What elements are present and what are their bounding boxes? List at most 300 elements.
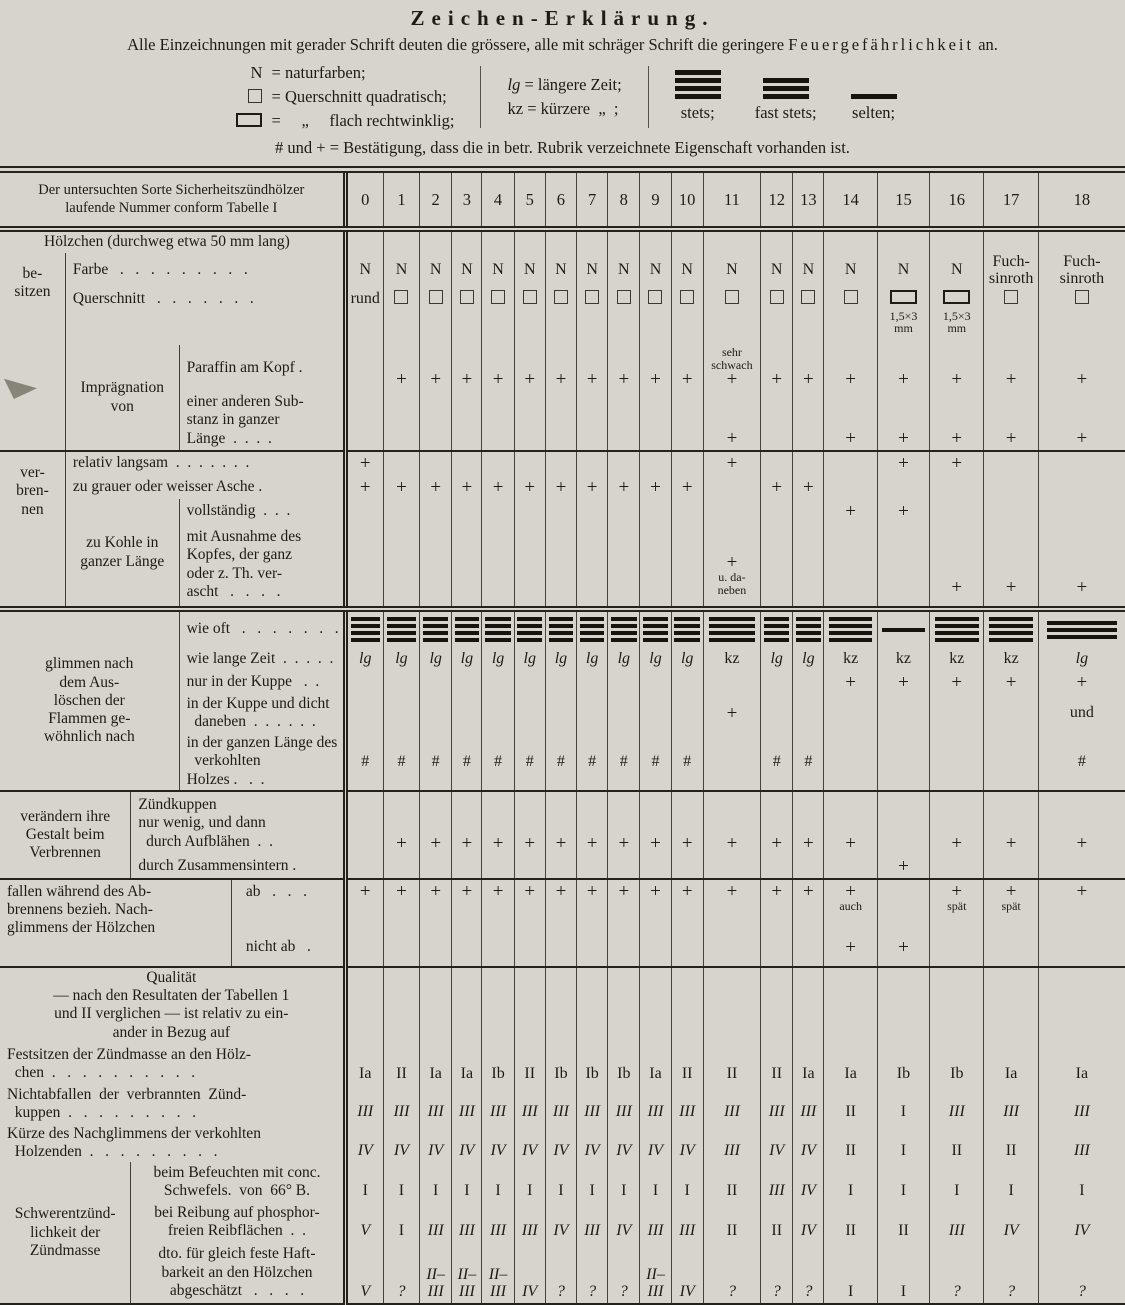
table-cell-col4: I — [482, 1162, 514, 1202]
square-cross-section-icon — [429, 290, 443, 304]
table-cell-col6 — [545, 287, 576, 345]
frequency-bars-icon — [482, 614, 513, 645]
table-cell-col13 — [793, 451, 824, 475]
table-cell-col11: + — [703, 693, 760, 733]
table-cell-col18 — [1038, 287, 1125, 345]
table-cell-col4 — [482, 855, 514, 879]
table-cell-col3 — [452, 451, 482, 475]
table-cell-col2: N — [420, 253, 452, 288]
square-cross-section-icon — [770, 290, 784, 304]
table-cell-col12: N — [761, 253, 793, 288]
table-cell-col1: + — [383, 475, 419, 499]
table-cell-col13: + — [793, 345, 824, 391]
table-cell-col12 — [761, 523, 793, 609]
table-cell-col0 — [345, 609, 383, 647]
table-cell-col6: 6 — [545, 169, 576, 229]
table-cell-col13: + — [793, 475, 824, 499]
table-cell-col3: # — [452, 733, 482, 791]
table-cell-col13 — [793, 855, 824, 879]
table-cell-col11 — [703, 229, 760, 252]
table-cell-col7: Ib — [577, 1043, 608, 1085]
table-cell-col9: + — [640, 879, 671, 929]
table-cell-col11 — [703, 609, 760, 647]
table-cell-col9 — [640, 499, 671, 523]
frequency-bars-icon — [930, 614, 983, 645]
table-cell-col7: lg — [577, 647, 608, 671]
table-cell-col17: Fuch- sinroth — [984, 253, 1038, 288]
table-cell-col14 — [824, 451, 877, 475]
table-cell-col5: + — [514, 475, 545, 499]
square-cross-section-icon — [248, 89, 262, 103]
table-cell-col10 — [671, 451, 703, 475]
table-cell-col0: rund — [345, 287, 383, 345]
table-cell-col6 — [545, 391, 576, 451]
table-cell-col16: + — [930, 791, 984, 855]
table-cell-col17 — [984, 475, 1038, 499]
table-cell-col7 — [577, 929, 608, 967]
frequency-bars-icon — [984, 614, 1037, 645]
table-cell-col8: N — [608, 253, 640, 288]
table-cell-col1: III — [383, 1085, 419, 1124]
table-cell-col7 — [577, 609, 608, 647]
table-cell-col16: + spät — [930, 879, 984, 929]
table-cell-col14: + — [824, 345, 877, 391]
table-cell-col5 — [514, 929, 545, 967]
table-cell-col17: III — [984, 1085, 1038, 1124]
table-cell-col13 — [793, 499, 824, 523]
row-label: dto. für gleich feste Haft- barkeit an den Hölzchen abgeschätzt . . . . — [131, 1242, 345, 1304]
frequency-bars-icon — [793, 614, 823, 645]
table-cell-col13 — [793, 967, 824, 1043]
table-cell-col10: + — [671, 345, 703, 391]
table-cell-col5 — [514, 855, 545, 879]
frequency-bars-icon — [640, 614, 670, 645]
table-cell-col7: I — [577, 1162, 608, 1202]
table-cell-col2: + — [420, 879, 452, 929]
table-cell-col4 — [482, 391, 514, 451]
table-cell-col11: II — [703, 1162, 760, 1202]
row-label: nicht ab . — [231, 929, 345, 967]
table-cell-col12: ? — [761, 1242, 793, 1304]
table-cell-col6 — [545, 499, 576, 523]
table-cell-col5: 5 — [514, 169, 545, 229]
table-cell-col18: III — [1038, 1124, 1125, 1163]
table-cell-col13: + — [793, 791, 824, 855]
table-cell-col17 — [984, 693, 1038, 733]
frequency-bars-icon — [420, 614, 451, 645]
table-cell-col15 — [877, 229, 929, 252]
table-cell-col11: III — [703, 1085, 760, 1124]
table-cell-col7: 7 — [577, 169, 608, 229]
square-cross-section-icon — [680, 290, 694, 304]
table-cell-col18: + — [1038, 391, 1125, 451]
row-label: Paraffin am Kopf . — [179, 345, 345, 391]
row-label: Der untersuchten Sorte Sicherheitszündhölzer laufende Nummer conform Tabelle I — [38, 182, 305, 216]
table-cell-col6: N — [545, 253, 576, 288]
table-cell-col16: + — [930, 523, 984, 609]
table-cell-col12 — [761, 609, 793, 647]
table-cell-col5: lg — [514, 647, 545, 671]
table-cell-col17: 17 — [984, 169, 1038, 229]
table-cell-col15: I — [877, 1162, 929, 1202]
table-cell-col15: II — [877, 1202, 929, 1242]
table-cell-col18: + — [1038, 523, 1125, 609]
table-cell-col6: lg — [545, 647, 576, 671]
table-cell-col3: II– III — [452, 1242, 482, 1304]
table-cell-col10 — [671, 967, 703, 1043]
table-cell-col1: N — [383, 253, 419, 288]
table-cell-col17 — [984, 855, 1038, 879]
table-cell-col0: N — [345, 253, 383, 288]
table-cell-col14 — [824, 733, 877, 791]
table-cell-col8: + — [608, 879, 640, 929]
table-cell-col12: 12 — [761, 169, 793, 229]
row-label: verändern ihre Gestalt beim Verbrennen — [0, 791, 131, 879]
legend-frequency-list — [675, 69, 897, 125]
table-cell-col13 — [793, 391, 824, 451]
table-cell-col18: IV — [1038, 1202, 1125, 1242]
table-cell-col10: lg — [671, 647, 703, 671]
table-cell-col4: III — [482, 1202, 514, 1242]
table-cell-col18 — [1038, 475, 1125, 499]
table-cell-col14 — [824, 609, 877, 647]
table-cell-col9: + — [640, 791, 671, 855]
table-cell-col0 — [345, 229, 383, 252]
table-cell-col0: V — [345, 1242, 383, 1304]
table-cell-col6 — [545, 671, 576, 693]
table-cell-col14: kz — [824, 647, 877, 671]
table-cell-col0 — [345, 345, 383, 391]
table-cell-col14 — [824, 855, 877, 879]
table-cell-col16 — [930, 855, 984, 879]
table-cell-col9: III — [640, 1202, 671, 1242]
table-cell-col0: + — [345, 475, 383, 499]
table-cell-col6: III — [545, 1085, 576, 1124]
table-cell-col8 — [608, 967, 640, 1043]
table-cell-col8 — [608, 609, 640, 647]
table-cell-col14 — [824, 523, 877, 609]
table-cell-col10 — [671, 671, 703, 693]
square-cross-section-icon — [585, 290, 599, 304]
frequency-bars-icon — [608, 614, 639, 645]
table-cell-col0 — [345, 523, 383, 609]
table-cell-col1 — [383, 391, 419, 451]
table-cell-col2 — [420, 609, 452, 647]
legend-item: N = naturfarben; — [250, 63, 366, 82]
table-cell-col6: Ib — [545, 1043, 576, 1085]
table-cell-col12 — [761, 229, 793, 252]
table-cell-col12: IV — [761, 1124, 793, 1163]
table-cell-col18 — [1038, 229, 1125, 252]
table-cell-col4 — [482, 229, 514, 252]
table-cell-col13 — [793, 229, 824, 252]
table-cell-col0 — [345, 929, 383, 967]
table-cell-col17: + — [984, 671, 1038, 693]
table-cell-col17: + spät — [984, 879, 1038, 929]
table-cell-col2 — [420, 229, 452, 252]
table-cell-col11: sehr schwach + — [703, 345, 760, 391]
table-cell-col18 — [1038, 609, 1125, 647]
table-cell-col16: kz — [930, 647, 984, 671]
row-label: Kürze des Nachglimmens der verkohlten Holzenden . . . . . . . . . — [7, 1124, 261, 1160]
row-label: ab . . . — [231, 879, 345, 929]
table-cell-col0 — [345, 693, 383, 733]
legend-frequency-label: stets; — [680, 102, 715, 122]
table-cell-col17 — [984, 499, 1038, 523]
table-cell-col2 — [420, 391, 452, 451]
table-cell-col5 — [514, 609, 545, 647]
frequency-bars-icon — [452, 614, 481, 645]
table-cell-col3 — [452, 929, 482, 967]
table-cell-col1: # — [383, 733, 419, 791]
table-cell-col16: 16 — [930, 169, 984, 229]
table-cell-col1: ? — [383, 1242, 419, 1304]
table-cell-col9 — [640, 671, 671, 693]
table-cell-col0: III — [345, 1085, 383, 1124]
table-cell-col14: + — [824, 671, 877, 693]
table-cell-col13: III — [793, 1085, 824, 1124]
table-cell-col4: 4 — [482, 169, 514, 229]
table-cell-col11 — [703, 733, 760, 791]
legend-frequency-label: fast stets; — [754, 102, 817, 122]
table-cell-col15 — [877, 475, 929, 499]
table-cell-col17: II — [984, 1124, 1038, 1163]
table-cell-col8: lg — [608, 647, 640, 671]
table-cell-col2: Ia — [420, 1043, 452, 1085]
table-cell-col12: + — [761, 475, 793, 499]
square-cross-section-icon — [554, 290, 568, 304]
table-cell-col6 — [545, 451, 576, 475]
table-cell-col3 — [452, 229, 482, 252]
table-cell-col18 — [1038, 451, 1125, 475]
row-label: wie lange Zeit . . . . . — [179, 647, 345, 671]
table-cell-col5: III — [514, 1085, 545, 1124]
table-cell-col12: II — [761, 1043, 793, 1085]
square-cross-section-icon — [523, 290, 537, 304]
table-cell-col5: + — [514, 791, 545, 855]
table-cell-col7 — [577, 693, 608, 733]
legend-item: kz = kürzere „ ; — [507, 98, 619, 118]
table-cell-col9: IV — [640, 1124, 671, 1163]
table-cell-col14: + — [824, 791, 877, 855]
table-cell-col16 — [930, 475, 984, 499]
table-cell-col15: I — [877, 1124, 929, 1163]
legend-item: = Querschnitt quadratisch; — [228, 85, 454, 109]
table-cell-col16 — [930, 229, 984, 252]
table-cell-col0: IV — [345, 1124, 383, 1163]
table-cell-col1: + — [383, 879, 419, 929]
table-cell-col12 — [761, 855, 793, 879]
table-cell-col13 — [793, 929, 824, 967]
table-cell-col0: V — [345, 1202, 383, 1242]
table-cell-col2: # — [420, 733, 452, 791]
table-cell-col4 — [482, 671, 514, 693]
table-cell-col10 — [671, 499, 703, 523]
table-cell-col16: + — [930, 391, 984, 451]
table-cell-col9: N — [640, 253, 671, 288]
table-cell-col14 — [824, 229, 877, 252]
main-table — [0, 166, 1125, 1305]
row-label: Nichtabfallen der verbrannten Zünd- kuppen . . . . . . . . . — [7, 1086, 247, 1122]
legend-item — [675, 69, 721, 125]
table-cell-col16: + — [930, 345, 984, 391]
frequency-bars-icon — [824, 614, 876, 645]
table-cell-col10: III — [671, 1085, 703, 1124]
table-cell-col8 — [608, 499, 640, 523]
table-cell-col5 — [514, 523, 545, 609]
table-cell-col2: 2 — [420, 169, 452, 229]
frequency-bars-icon — [384, 614, 419, 645]
table-cell-col7: III — [577, 1202, 608, 1242]
table-cell-col6: + — [545, 345, 576, 391]
table-cell-col7: + — [577, 345, 608, 391]
table-cell-col0 — [345, 671, 383, 693]
table-cell-col2 — [420, 499, 452, 523]
row-label: Schwerentzünd- lichkeit der Zündmasse — [14, 1205, 116, 1259]
table-cell-col6 — [545, 929, 576, 967]
table-cell-col17: kz — [984, 647, 1038, 671]
table-cell-col3 — [452, 609, 482, 647]
legend — [0, 0, 1125, 158]
table-cell-col0: # — [345, 733, 383, 791]
table-cell-col17 — [984, 929, 1038, 967]
row-label: fallen während des Ab- brennens bezieh. Nach- glimmens der Hölzchen — [0, 879, 231, 967]
flat-rect-cross-section-icon — [236, 113, 262, 127]
table-cell-col17: ? — [984, 1242, 1038, 1304]
table-cell-col9: I — [640, 1162, 671, 1202]
table-cell-col15 — [877, 523, 929, 609]
table-cell-col2 — [420, 855, 452, 879]
flat-rect-cross-section-icon — [943, 290, 970, 304]
frequency-bars-icon — [878, 625, 929, 635]
table-cell-col8: + — [608, 345, 640, 391]
table-cell-col2 — [420, 671, 452, 693]
table-cell-col17 — [984, 609, 1038, 647]
row-label: vollständig . . . — [179, 499, 345, 523]
table-cell-col12: # — [761, 733, 793, 791]
table-cell-col8: # — [608, 733, 640, 791]
table-cell-col9: Ia — [640, 1043, 671, 1085]
table-cell-col18: + — [1038, 345, 1125, 391]
table-cell-col14: + — [824, 391, 877, 451]
table-cell-col7: + — [577, 791, 608, 855]
table-cell-col14: + — [824, 499, 877, 523]
table-cell-col2: III — [420, 1202, 452, 1242]
row-label: beim Befeuchten mit conc. Schwefels. von 66° B. — [131, 1162, 345, 1202]
table-cell-col12: III — [761, 1085, 793, 1124]
table-cell-col11: + u. da- neben — [703, 523, 760, 609]
table-cell-col9 — [640, 967, 671, 1043]
table-cell-col1: II — [383, 1043, 419, 1085]
table-cell-col3: Ia — [452, 1043, 482, 1085]
table-cell-col13: N — [793, 253, 824, 288]
table-cell-col15 — [877, 967, 929, 1043]
table-cell-col8 — [608, 451, 640, 475]
table-cell-col1 — [383, 451, 419, 475]
row-label: ver- bren- nen — [0, 451, 65, 609]
table-cell-col13: IV — [793, 1124, 824, 1163]
table-cell-col2: III — [420, 1085, 452, 1124]
table-cell-col10 — [671, 929, 703, 967]
table-cell-col2 — [420, 287, 452, 345]
table-cell-col3: I — [452, 1162, 482, 1202]
table-cell-col11: + — [703, 391, 760, 451]
table-cell-col14: 14 — [824, 169, 877, 229]
table-cell-col1 — [383, 609, 419, 647]
table-cell-col1 — [383, 929, 419, 967]
table-cell-col18: + — [1038, 879, 1125, 929]
legend-frequency-label: selten; — [852, 102, 896, 122]
table-cell-col15: Ib — [877, 1043, 929, 1085]
table-cell-col15: + — [877, 391, 929, 451]
table-cell-col8: ? — [608, 1242, 640, 1304]
table-cell-col16: + — [930, 671, 984, 693]
frequency-bars-icon — [704, 614, 760, 645]
table-cell-col17: + — [984, 791, 1038, 855]
table-cell-col12 — [761, 967, 793, 1043]
table-cell-col7 — [577, 523, 608, 609]
table-cell-col7: IV — [577, 1124, 608, 1163]
table-cell-col18: + — [1038, 791, 1125, 855]
table-cell-col3: III — [452, 1202, 482, 1242]
table-cell-col9: + — [640, 345, 671, 391]
table-cell-col4: Ib — [482, 1043, 514, 1085]
table-cell-col0 — [345, 391, 383, 451]
table-cell-col18: I — [1038, 1162, 1125, 1202]
table-cell-col10: + — [671, 791, 703, 855]
table-cell-col4: II– III — [482, 1242, 514, 1304]
table-cell-col17 — [984, 451, 1038, 475]
table-cell-col7 — [577, 671, 608, 693]
table-cell-col15 — [877, 879, 929, 929]
table-cell-col18: # — [1038, 733, 1125, 791]
table-cell-col3 — [452, 967, 482, 1043]
table-cell-col15: N — [877, 253, 929, 288]
table-cell-col10 — [671, 855, 703, 879]
table-cell-col5 — [514, 451, 545, 475]
table-cell-col10: N — [671, 253, 703, 288]
table-cell-col3: III — [452, 1085, 482, 1124]
row-label: Festsitzen der Zündmasse an den Hölz- chen . . . . . . . . . . — [7, 1045, 252, 1082]
table-cell-col0 — [345, 967, 383, 1043]
square-cross-section-icon — [648, 290, 662, 304]
table-cell-col7 — [577, 391, 608, 451]
table-cell-col3: + — [452, 345, 482, 391]
table-cell-col13 — [793, 523, 824, 609]
table-cell-col1: I — [383, 1202, 419, 1242]
table-cell-col17 — [984, 967, 1038, 1043]
row-label: nur in der Kuppe . . — [179, 671, 345, 693]
table-cell-col14: + auch — [824, 879, 877, 929]
table-cell-col6: # — [545, 733, 576, 791]
row-label: bei Reibung auf phosphor- freien Reibflächen . . — [131, 1202, 345, 1242]
table-cell-col4: + — [482, 475, 514, 499]
table-cell-col4: + — [482, 791, 514, 855]
table-cell-col2: + — [420, 475, 452, 499]
table-cell-col13 — [793, 609, 824, 647]
legend-subtitle: Alle Einzeichnungen mit gerader Schrift deuten die grössere, alle mit schräger Schrift die geringere Feuergefährlichkeit an. — [127, 35, 998, 54]
table-cell-col4 — [482, 499, 514, 523]
flat-rect-cross-section-icon — [890, 290, 917, 304]
table-cell-col6: ? — [545, 1242, 576, 1304]
table-cell-col2 — [420, 929, 452, 967]
table-cell-col16 — [930, 733, 984, 791]
table-cell-col2: + — [420, 791, 452, 855]
row-label: einer anderen Sub- stanz in ganzer Länge . . . . — [179, 391, 345, 451]
table-cell-col17: I — [984, 1162, 1038, 1202]
table-cell-col17 — [984, 287, 1038, 345]
table-cell-col13: 13 — [793, 169, 824, 229]
